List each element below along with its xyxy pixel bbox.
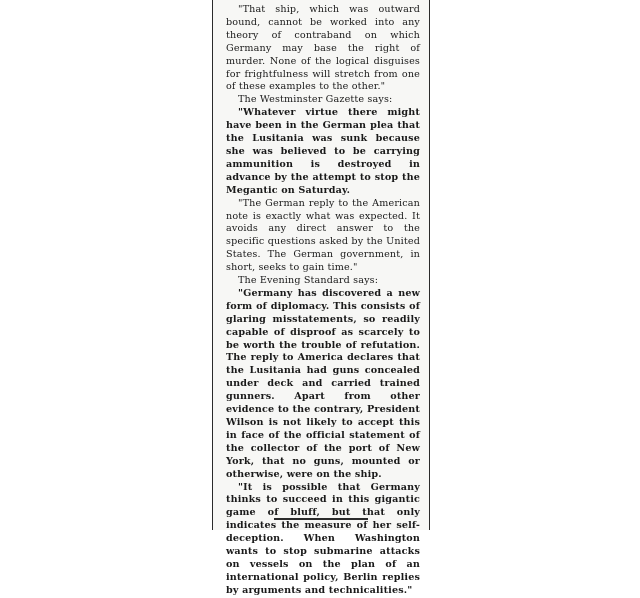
paragraph-german-reply: "The German reply to the American note is exactly what was expected. It avoids any direct answer to the specific questions asked by the United States. The German government, in short, seeks to gain time." xyxy=(226,197,420,274)
newspaper-clipping xyxy=(212,0,430,596)
paragraph-new-diplomacy: "Germany has discovered a new form of diplomacy. This consists of glaring misstatements, so readily capable of disproof as scarcely to be worth the trouble of refutation. The reply to America declares that the Lusitania had guns concealed under deck and carried trained gunners. Apart from other evidence to the contrary, President Wilson is not likely to accept this in face of the official statement of the collector of the port of New York, that no guns, mounted or otherwise, were on the ship. xyxy=(226,287,420,480)
article-column xyxy=(226,4,420,598)
paragraph-contraband-quote: "That ship, which was outward bound, cannot be worked into any theory of contraband on which Germany may base the right of murder. None of the logical disguises for frightfulness will stretch from one of these examples to the other." xyxy=(226,4,420,93)
byline-evening-standard: The Evening Standard says: xyxy=(238,275,379,287)
column-rule-left xyxy=(212,0,213,530)
paragraph-gigantic-bluff: "It is possible that Germany thinks to succeed in this gigantic game of bluff, but that only indicates the measure of her self-deception. When Washington wants to stop submarine attacks on vessels on the plan of an international policy, Berlin replies by arguments and technicalities." xyxy=(226,481,420,596)
byline-westminster-gazette: The Westminster Gazette says: xyxy=(238,94,393,106)
column-rule-right xyxy=(429,0,430,530)
end-of-article-rule xyxy=(274,518,368,520)
paragraph-lusitania-plea: "Whatever virtue there might have been in the German plea that the Lusitania was sunk because she was believed to be carrying ammunition is destroyed in advance by the attempt to stop the Megantic on Saturday. xyxy=(226,107,420,196)
